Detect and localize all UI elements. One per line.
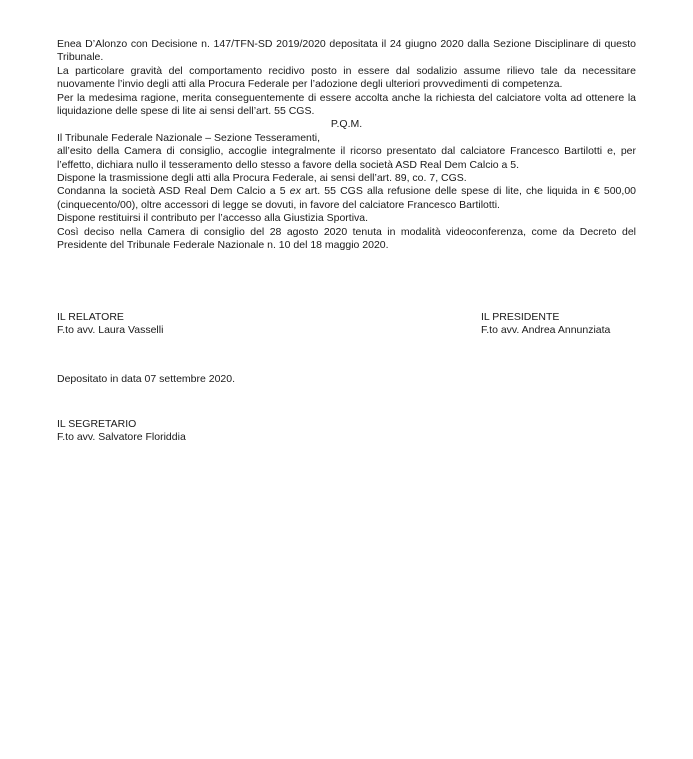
paragraph-tribunal: Il Tribunale Federale Nazionale – Sezione Tesseramenti, xyxy=(57,131,321,144)
presidente-signature xyxy=(481,311,610,338)
presidente-title: IL PRESIDENTE xyxy=(481,311,560,323)
presidente-name: F.to avv. Andrea Annunziata xyxy=(481,324,611,337)
deposit-date: Depositato in data 07 settembre 2020. xyxy=(57,373,236,385)
relatore-title: IL RELATORE xyxy=(57,311,124,323)
paragraph-costs-reason: Per la medesima ragione, merita conseguentemente di essere accolta anche la richiesta del calciatore volta ad ottenere la liquidazione delle spese di lite ai sensi dell’art. 55 CGS. xyxy=(57,91,636,118)
pqm-heading: P.Q.M. xyxy=(330,118,363,131)
segretario-signature xyxy=(57,418,186,445)
condemnation-part-2: art. 55 CGS alla refusione delle spese di lite, che liquida in € 500,00 (cinquecento/00), oltre accessori di legge se dovuti, in favore del calciatore Francesco Bartilotti. xyxy=(57,185,636,211)
relatore-signature xyxy=(57,311,163,338)
segretario-name: F.to avv. Salvatore Floriddia xyxy=(57,431,186,444)
paragraph-intro: Enea D’Alonzo con Decisione n. 147/TFN-SD 2019/2020 depositata il 24 giugno 2020 dalla Sezione Disciplinare di questo Tribunale. xyxy=(57,38,636,64)
decision-body xyxy=(57,38,636,253)
paragraph-refund: Dispone restituirsi il contributo per l’accesso alla Giustizia Sportiva. xyxy=(57,212,369,225)
condemnation-ex-italic: ex xyxy=(289,185,301,198)
paragraph-gravity: La particolare gravità del comportamento recidivo posto in essere dal sodalizio assume rilievo tale da necessitare nuovamente l’invio degli atti alla Procura Federale per l’adozione degli ulteriori provvedimenti di competenza. xyxy=(57,64,636,91)
paragraph-condemnation xyxy=(57,185,636,212)
paragraph-ruling: all’esito della Camera di consiglio, accoglie integralmente il ricorso presentato dal calciatore Francesco Bartilotti e, per l’effetto, dichiara nullo il tesseramento dello stesso a favore della società ASD Real Dem Calcio a 5. xyxy=(57,145,636,171)
paragraph-transmission: Dispone la trasmissione degli atti alla Procura Federale, ai sensi dell’art. 89, co. 7, CGS. xyxy=(57,172,467,185)
segretario-title: IL SEGRETARIO xyxy=(57,418,137,430)
relatore-name: F.to avv. Laura Vasselli xyxy=(57,324,164,337)
paragraph-decided: Così deciso nella Camera di consiglio del 28 agosto 2020 tenuta in modalità videoconferenza, come da Decreto del Presidente del Tribunale Federale Nazionale n. 10 del 18 maggio 2020. xyxy=(57,225,636,252)
condemnation-part-1: Condanna la società ASD Real Dem Calcio a 5 xyxy=(57,185,286,198)
